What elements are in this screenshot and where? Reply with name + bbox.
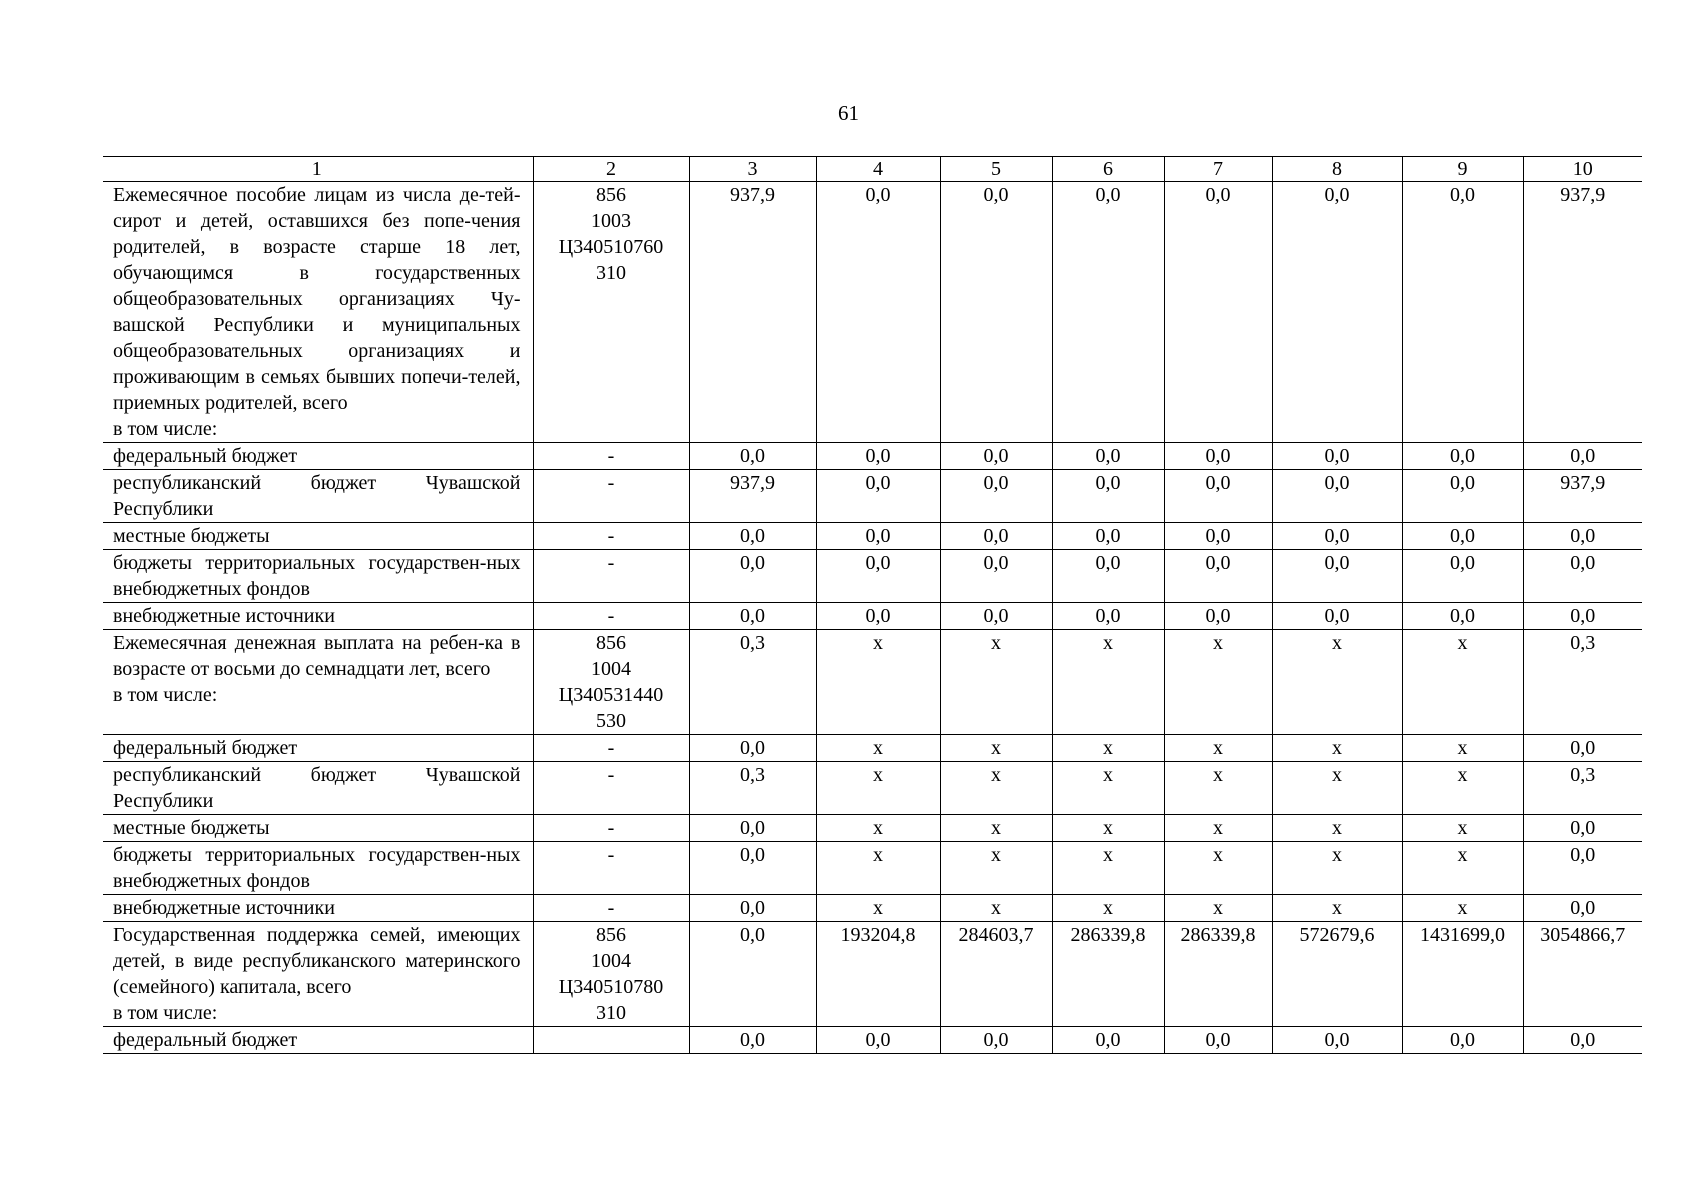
code-cell bbox=[533, 895, 689, 922]
value-cell: 0,0 bbox=[1402, 182, 1523, 443]
value-cell: 0,0 bbox=[689, 735, 816, 762]
value-cell: x bbox=[1272, 895, 1402, 922]
row-label: Государственная поддержка семей, имеющих детей, в виде республиканского материнского (семейного) капитала, всего bbox=[113, 924, 521, 998]
value-cell: 0,0 bbox=[1523, 550, 1642, 603]
code-line: 856 bbox=[596, 924, 626, 946]
row-label: местные бюджеты bbox=[113, 817, 270, 839]
value-cell: x bbox=[1052, 762, 1164, 815]
value-cell: 1431699,0 bbox=[1402, 922, 1523, 1027]
code-value: - bbox=[607, 472, 615, 494]
code-cell bbox=[533, 762, 689, 815]
value-cell: x bbox=[940, 735, 1052, 762]
row-label-sub: в том числе: bbox=[113, 684, 218, 706]
table-row bbox=[103, 630, 1642, 735]
code-line: 530 bbox=[596, 710, 626, 732]
row-label-cell bbox=[103, 443, 533, 470]
value-cell: 0,0 bbox=[1052, 182, 1164, 443]
value-cell: x bbox=[940, 842, 1052, 895]
header-cell: 10 bbox=[1523, 157, 1642, 182]
header-cell: 6 bbox=[1052, 157, 1164, 182]
value-cell: 0,0 bbox=[940, 182, 1052, 443]
value-cell: 0,3 bbox=[689, 762, 816, 815]
value-cell: 0,0 bbox=[689, 895, 816, 922]
code-cell bbox=[533, 630, 689, 735]
code-value: - bbox=[607, 605, 615, 627]
value-cell: 0,0 bbox=[689, 550, 816, 603]
value-cell: 0,0 bbox=[1164, 523, 1272, 550]
table-row bbox=[103, 443, 1642, 470]
row-label-cell bbox=[103, 735, 533, 762]
value-cell: 937,9 bbox=[1523, 182, 1642, 443]
value-cell: 0,0 bbox=[1523, 842, 1642, 895]
code-value: - bbox=[607, 764, 615, 786]
row-label-cell bbox=[103, 630, 533, 735]
code-line: 856 bbox=[596, 184, 626, 206]
row-label: бюджеты территориальных государствен-ных внебюджетных фондов bbox=[113, 552, 521, 600]
code-cell bbox=[533, 443, 689, 470]
code-line: Ц340510760 bbox=[558, 236, 664, 258]
code-line: 1004 bbox=[591, 658, 631, 680]
row-label-cell bbox=[103, 1027, 533, 1054]
value-cell: 0,0 bbox=[1402, 470, 1523, 523]
code-value: - bbox=[607, 844, 615, 866]
value-cell: x bbox=[940, 895, 1052, 922]
code-line: 856 bbox=[596, 632, 626, 654]
code-line: 1003 bbox=[591, 210, 631, 232]
page-number: 61 bbox=[838, 101, 859, 125]
value-cell: 0,0 bbox=[816, 1027, 940, 1054]
code-cell bbox=[533, 815, 689, 842]
value-cell: 0,0 bbox=[1402, 550, 1523, 603]
value-cell: 0,0 bbox=[1272, 182, 1402, 443]
value-cell: x bbox=[1402, 842, 1523, 895]
header-cell: 1 bbox=[103, 157, 533, 182]
value-cell: x bbox=[940, 762, 1052, 815]
value-cell: 937,9 bbox=[689, 470, 816, 523]
row-label-cell bbox=[103, 550, 533, 603]
value-cell: 0,0 bbox=[1272, 603, 1402, 630]
row-label-cell bbox=[103, 603, 533, 630]
value-cell: x bbox=[1164, 630, 1272, 735]
value-cell: 0,3 bbox=[1523, 630, 1642, 735]
value-cell: 0,0 bbox=[940, 603, 1052, 630]
code-cell bbox=[533, 523, 689, 550]
value-cell: 0,0 bbox=[940, 1027, 1052, 1054]
budget-table bbox=[103, 156, 1642, 1054]
value-cell: 0,0 bbox=[689, 443, 816, 470]
value-cell: x bbox=[1052, 630, 1164, 735]
table-row bbox=[103, 523, 1642, 550]
value-cell: 0,0 bbox=[689, 842, 816, 895]
value-cell: 0,0 bbox=[1523, 603, 1642, 630]
value-cell: x bbox=[1272, 815, 1402, 842]
table-row bbox=[103, 470, 1642, 523]
value-cell: x bbox=[1164, 815, 1272, 842]
row-label-cell bbox=[103, 895, 533, 922]
row-label: Ежемесячная денежная выплата на ребен-ка в возрасте от восьми до семнадцати лет, всего bbox=[113, 632, 521, 680]
value-cell: 0,0 bbox=[940, 523, 1052, 550]
code-cell bbox=[533, 735, 689, 762]
value-cell: 0,0 bbox=[1402, 523, 1523, 550]
value-cell: 0,3 bbox=[689, 630, 816, 735]
value-cell: 0,0 bbox=[1052, 1027, 1164, 1054]
value-cell: x bbox=[940, 630, 1052, 735]
value-cell: 0,0 bbox=[1052, 470, 1164, 523]
value-cell: 0,0 bbox=[1164, 550, 1272, 603]
value-cell: 0,0 bbox=[689, 1027, 816, 1054]
header-cell: 8 bbox=[1272, 157, 1402, 182]
value-cell: 0,0 bbox=[940, 550, 1052, 603]
row-label: республиканский бюджет Чувашской Республики bbox=[113, 764, 521, 812]
header-cell: 4 bbox=[816, 157, 940, 182]
code-cell bbox=[533, 550, 689, 603]
value-cell: 0,0 bbox=[1164, 182, 1272, 443]
table-row bbox=[103, 922, 1642, 1027]
code-cell bbox=[533, 470, 689, 523]
row-label: внебюджетные источники bbox=[113, 897, 335, 919]
value-cell: 0,0 bbox=[1052, 603, 1164, 630]
code-line: Ц340531440 bbox=[558, 684, 664, 706]
code-value: - bbox=[607, 817, 615, 839]
value-cell: 0,0 bbox=[689, 815, 816, 842]
value-cell: x bbox=[1052, 815, 1164, 842]
value-cell: 284603,7 bbox=[940, 922, 1052, 1027]
value-cell: x bbox=[1402, 735, 1523, 762]
value-cell: 0,0 bbox=[1052, 550, 1164, 603]
value-cell: x bbox=[1052, 735, 1164, 762]
value-cell: 0,0 bbox=[1164, 443, 1272, 470]
header-cell: 2 bbox=[533, 157, 689, 182]
value-cell: 0,0 bbox=[1272, 1027, 1402, 1054]
value-cell: 0,0 bbox=[816, 470, 940, 523]
value-cell: x bbox=[816, 815, 940, 842]
value-cell: 0,0 bbox=[1523, 895, 1642, 922]
value-cell: 193204,8 bbox=[816, 922, 940, 1027]
value-cell: 0,0 bbox=[689, 922, 816, 1027]
table-row bbox=[103, 842, 1642, 895]
value-cell: 0,0 bbox=[1523, 1027, 1642, 1054]
value-cell: 0,0 bbox=[816, 443, 940, 470]
value-cell: 0,0 bbox=[1272, 470, 1402, 523]
value-cell: 0,0 bbox=[1164, 603, 1272, 630]
code-line: 310 bbox=[596, 262, 626, 284]
value-cell: x bbox=[1164, 842, 1272, 895]
row-label-cell bbox=[103, 922, 533, 1027]
table-row bbox=[103, 735, 1642, 762]
row-label-cell bbox=[103, 523, 533, 550]
row-label: внебюджетные источники bbox=[113, 605, 335, 627]
code-cell bbox=[533, 1027, 689, 1054]
row-label: республиканский бюджет Чувашской Республики bbox=[113, 472, 521, 520]
value-cell: x bbox=[816, 735, 940, 762]
value-cell: x bbox=[1402, 630, 1523, 735]
code-cell bbox=[533, 182, 689, 443]
code-cell bbox=[533, 842, 689, 895]
code-cell bbox=[533, 922, 689, 1027]
value-cell: x bbox=[1402, 815, 1523, 842]
code-value: - bbox=[607, 897, 615, 919]
header-cell: 7 bbox=[1164, 157, 1272, 182]
value-cell: 572679,6 bbox=[1272, 922, 1402, 1027]
row-label-cell bbox=[103, 182, 533, 443]
value-cell: x bbox=[940, 815, 1052, 842]
value-cell: 0,0 bbox=[816, 182, 940, 443]
value-cell: 0,0 bbox=[1523, 735, 1642, 762]
row-label-cell bbox=[103, 762, 533, 815]
value-cell: 286339,8 bbox=[1164, 922, 1272, 1027]
value-cell: 0,0 bbox=[1523, 443, 1642, 470]
value-cell: x bbox=[816, 762, 940, 815]
table-row bbox=[103, 603, 1642, 630]
value-cell: x bbox=[1164, 895, 1272, 922]
value-cell: 0,3 bbox=[1523, 762, 1642, 815]
value-cell: 0,0 bbox=[689, 603, 816, 630]
value-cell: 0,0 bbox=[940, 470, 1052, 523]
value-cell: 0,0 bbox=[1523, 523, 1642, 550]
value-cell: 0,0 bbox=[1272, 523, 1402, 550]
table-row bbox=[103, 762, 1642, 815]
value-cell: 0,0 bbox=[689, 523, 816, 550]
row-label-sub: в том числе: bbox=[113, 1002, 218, 1024]
code-line: 310 bbox=[596, 1002, 626, 1024]
header-cell: 9 bbox=[1402, 157, 1523, 182]
row-label-cell bbox=[103, 470, 533, 523]
value-cell: 937,9 bbox=[1523, 470, 1642, 523]
value-cell: x bbox=[1164, 762, 1272, 815]
table-row bbox=[103, 815, 1642, 842]
table-row bbox=[103, 550, 1642, 603]
value-cell: 0,0 bbox=[816, 523, 940, 550]
row-label: федеральный бюджет bbox=[113, 445, 298, 467]
value-cell: 286339,8 bbox=[1052, 922, 1164, 1027]
value-cell: 0,0 bbox=[1164, 1027, 1272, 1054]
value-cell: x bbox=[1402, 895, 1523, 922]
code-value: - bbox=[607, 525, 615, 547]
value-cell: 0,0 bbox=[940, 443, 1052, 470]
table-row bbox=[103, 895, 1642, 922]
header-cell: 3 bbox=[689, 157, 816, 182]
value-cell: 0,0 bbox=[1523, 815, 1642, 842]
row-label-cell bbox=[103, 815, 533, 842]
row-label-sub: в том числе: bbox=[113, 418, 218, 440]
column-number-row bbox=[103, 157, 1642, 182]
value-cell: 937,9 bbox=[689, 182, 816, 443]
value-cell: x bbox=[1052, 895, 1164, 922]
header-cell: 5 bbox=[940, 157, 1052, 182]
value-cell: x bbox=[1272, 630, 1402, 735]
value-cell: 0,0 bbox=[1052, 443, 1164, 470]
code-cell bbox=[533, 603, 689, 630]
row-label: федеральный бюджет bbox=[113, 1029, 298, 1051]
code-value: - bbox=[607, 737, 615, 759]
value-cell: x bbox=[816, 842, 940, 895]
value-cell: 0,0 bbox=[1164, 470, 1272, 523]
value-cell: x bbox=[1272, 842, 1402, 895]
table-body bbox=[103, 157, 1642, 1054]
value-cell: x bbox=[1272, 735, 1402, 762]
row-label: федеральный бюджет bbox=[113, 737, 298, 759]
table-row bbox=[103, 182, 1642, 443]
row-label: Ежемесячное пособие лицам из числа де-тей-сирот и детей, оставшихся без попе-чения родителей, в возрасте старше 18 лет, обучающимся в государственных общеобразовательных организациях Чу-вашской Республики и муниципальных общеобразовательных организациях и проживающим в семьях бывших попечи-телей, приемных родителей, всего bbox=[113, 184, 521, 414]
value-cell: 0,0 bbox=[1402, 443, 1523, 470]
code-value: - bbox=[607, 552, 615, 574]
value-cell: x bbox=[816, 895, 940, 922]
value-cell: 0,0 bbox=[1402, 1027, 1523, 1054]
row-label: местные бюджеты bbox=[113, 525, 270, 547]
value-cell: 3054866,7 bbox=[1523, 922, 1642, 1027]
value-cell: 0,0 bbox=[816, 603, 940, 630]
value-cell: 0,0 bbox=[1272, 550, 1402, 603]
value-cell: x bbox=[1402, 762, 1523, 815]
code-line: 1004 bbox=[591, 950, 631, 972]
value-cell: 0,0 bbox=[816, 550, 940, 603]
table-row bbox=[103, 1027, 1642, 1054]
value-cell: x bbox=[1272, 762, 1402, 815]
value-cell: x bbox=[816, 630, 940, 735]
row-label-cell bbox=[103, 842, 533, 895]
value-cell: 0,0 bbox=[1272, 443, 1402, 470]
value-cell: 0,0 bbox=[1052, 523, 1164, 550]
row-label: бюджеты территориальных государствен-ных внебюджетных фондов bbox=[113, 844, 521, 892]
value-cell: x bbox=[1164, 735, 1272, 762]
code-line: Ц340510780 bbox=[558, 976, 664, 998]
value-cell: x bbox=[1052, 842, 1164, 895]
value-cell: 0,0 bbox=[1402, 603, 1523, 630]
code-value: - bbox=[607, 445, 615, 467]
